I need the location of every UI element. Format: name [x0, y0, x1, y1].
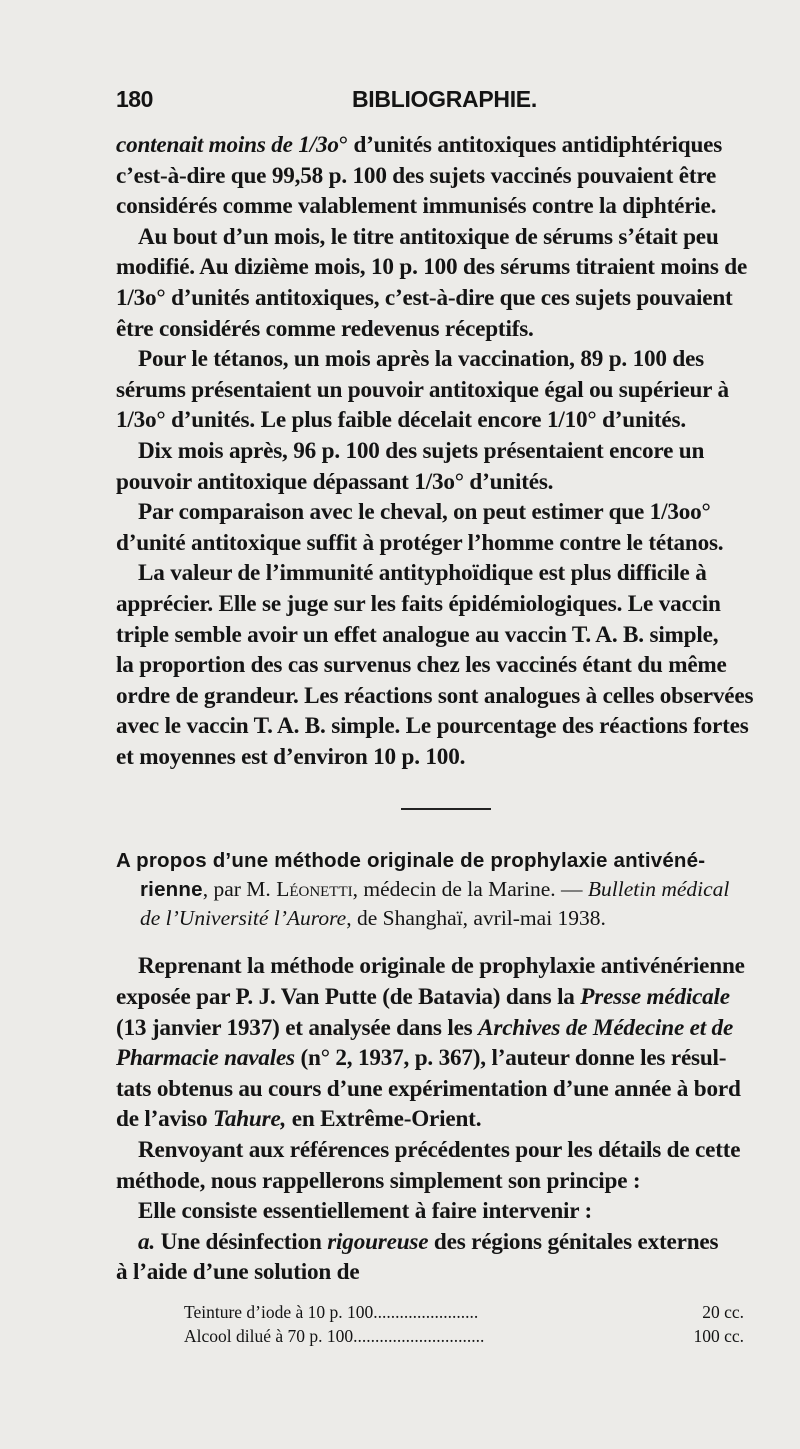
review-text: Reprenant la méthode originale de prophylaxie antivénérienne [138, 953, 745, 980]
paragraph-text: avec le vaccin T. A. B. simple. Le pourcentage des réactions fortes [116, 713, 749, 740]
paragraph-text: La valeur de l’immunité antityphoïdique est plus difficile à [138, 560, 707, 587]
section-divider [401, 808, 491, 810]
paragraph-text: la proportion des cas survenus chez les vaccinés étant du même [116, 652, 727, 679]
paragraph-line [116, 742, 780, 773]
paragraph-line [116, 620, 780, 651]
paragraph-text: Au bout d’un mois, le titre antitoxique de sérums s’était peu [138, 223, 719, 250]
review-line [116, 1043, 780, 1074]
review-line [116, 1074, 780, 1105]
paragraph-line [116, 314, 780, 345]
paragraph-text: considérés comme valablement immunisés contre la diphtérie. [116, 193, 717, 220]
paragraph-line [116, 130, 780, 161]
paragraph-text: ° d’unités antitoxiques antidiphtériques [338, 132, 723, 158]
review-line [116, 1013, 780, 1044]
review-text: Elle consiste essentiellement à faire intervenir : [138, 1198, 593, 1225]
formula-ingredient: Teinture d’iode à 10 p. 100........................ [184, 1302, 479, 1322]
formula-ingredient: Alcool dilué à 70 p. 100.............................. [184, 1326, 485, 1346]
paragraph-text: Pour le tétanos, un mois après la vaccination, 89 p. 100 des [138, 346, 704, 373]
solution-formula [116, 1300, 780, 1348]
review-body [116, 951, 780, 1288]
notice-line-1 [116, 846, 780, 875]
paragraph-text: pouvoir antitoxique dépassant 1/3o° d’unités. [116, 468, 554, 495]
paragraph-line [116, 161, 780, 192]
review-text: (13 janvier 1937) et analysée dans les [116, 1014, 479, 1041]
review-line [116, 1135, 780, 1166]
paragraph-line [116, 558, 780, 589]
review-text: méthode, nous rappellerons simplement son principe : [116, 1167, 641, 1194]
paragraph-line [116, 375, 780, 406]
paragraph-line [116, 589, 780, 620]
notice-place-date: , de Shanghaï, avril-mai 1938. [346, 906, 606, 931]
bibliographic-notice [116, 846, 780, 933]
running-title: BIBLIOGRAPHIE. [352, 86, 537, 112]
paragraph-text: 1/3o° d’unités. Le plus faible décelait encore 1/10° d’unités. [116, 407, 686, 434]
paragraph-line [116, 191, 780, 222]
formula-quantity: 100 cc. [693, 1326, 744, 1346]
paragraph-text: et moyennes est d’environ 10 p. 100. [116, 743, 466, 770]
review-line [116, 1227, 780, 1258]
review-text: (n° 2, 1937, p. 367), l’auteur donne les résul- [294, 1045, 727, 1072]
review-line [116, 1166, 780, 1197]
review-text: Pharmacie navales [116, 1045, 295, 1072]
review-text: à l’aide d’une solution de [116, 1259, 360, 1286]
paragraph-text: apprécier. Elle se juge sur les faits épidémiologiques. Le vaccin [116, 590, 721, 617]
formula-quantity: 20 cc. [702, 1302, 744, 1322]
paragraph-text: d’unité antitoxique suffit à protéger l’homme contre le tétanos. [116, 529, 724, 556]
review-text: Archives de Médecine et de [478, 1014, 734, 1041]
paragraph-line [116, 497, 780, 528]
paragraph-line [116, 711, 780, 742]
notice-journal-part2: de l’Université l’Aurore [140, 906, 347, 931]
paragraph-text: sérums présentaient un pouvoir antitoxique égal ou supérieur à [116, 376, 729, 403]
paragraph-line [116, 283, 780, 314]
notice-line-3 [116, 904, 780, 933]
paragraph-line [116, 467, 780, 498]
review-line [116, 1257, 780, 1288]
paragraph-text: ordre de grandeur. Les réactions sont analogues à celles observées [116, 682, 754, 709]
paragraph-text: contenait moins de 1/3o [116, 132, 339, 158]
paragraph-line [116, 650, 780, 681]
review-text: a. [138, 1228, 155, 1255]
review-line [116, 951, 780, 982]
notice-line-2 [116, 875, 780, 904]
paragraph-text: modifié. Au dizième mois, 10 p. 100 des sérums titraient moins de [116, 254, 748, 281]
notice-journal-part1: Bulletin médical [587, 877, 730, 902]
article-body [116, 130, 780, 772]
review-text: Une désinfection [155, 1228, 328, 1255]
paragraph-line [116, 436, 780, 467]
review-text: en Extrême-Orient. [286, 1106, 482, 1133]
paragraph-text: être considérés comme redevenus réceptifs. [116, 315, 534, 342]
paragraph-text: triple semble avoir un effet analogue au vaccin T. A. B. simple, [116, 621, 719, 648]
page-header [116, 86, 780, 126]
review-text: exposée par P. J. Van Putte (de Batavia) dans la [116, 984, 581, 1011]
paragraph-line [116, 222, 780, 253]
review-text: tats obtenus au cours d’une expérimentation d’une année à bord [116, 1075, 741, 1102]
paragraph-line [116, 681, 780, 712]
review-text: rigoureuse [327, 1228, 429, 1255]
notice-author-suffix: , médecin de la Marine. — [352, 877, 588, 902]
paragraph-line [116, 252, 780, 283]
paragraph-text: c’est-à-dire que 99,58 p. 100 des sujets vaccinés pouvaient être [116, 162, 717, 189]
page-number: 180 [116, 86, 153, 112]
review-text: Tahure, [213, 1106, 287, 1133]
review-line [116, 982, 780, 1013]
review-line [116, 1104, 780, 1135]
review-text: Presse médicale [580, 984, 730, 1011]
paragraph-text: Par comparaison avec le cheval, on peut estimer que 1/3oo° [138, 499, 711, 526]
notice-title-part2: rienne [140, 878, 203, 902]
notice-title-part1: A propos d’une méthode originale de prophylaxie antivéné- [116, 849, 706, 873]
review-text: de l’aviso [116, 1106, 213, 1133]
paragraph-text: 1/3o° d’unités antitoxiques, c’est-à-dire que ces sujets pouvaient [116, 284, 733, 311]
paragraph-line [116, 528, 780, 559]
notice-author-name: Léonetti [276, 877, 353, 902]
formula-row [184, 1300, 744, 1324]
paragraph-line [116, 405, 780, 436]
formula-row [184, 1324, 744, 1348]
review-line [116, 1196, 780, 1227]
notice-author-prefix: , par M. [202, 877, 277, 902]
review-text: des régions génitales externes [428, 1228, 719, 1255]
paragraph-line [116, 344, 780, 375]
review-text: Renvoyant aux références précédentes pour les détails de cette [138, 1137, 741, 1164]
paragraph-text: Dix mois après, 96 p. 100 des sujets présentaient encore un [138, 437, 705, 464]
